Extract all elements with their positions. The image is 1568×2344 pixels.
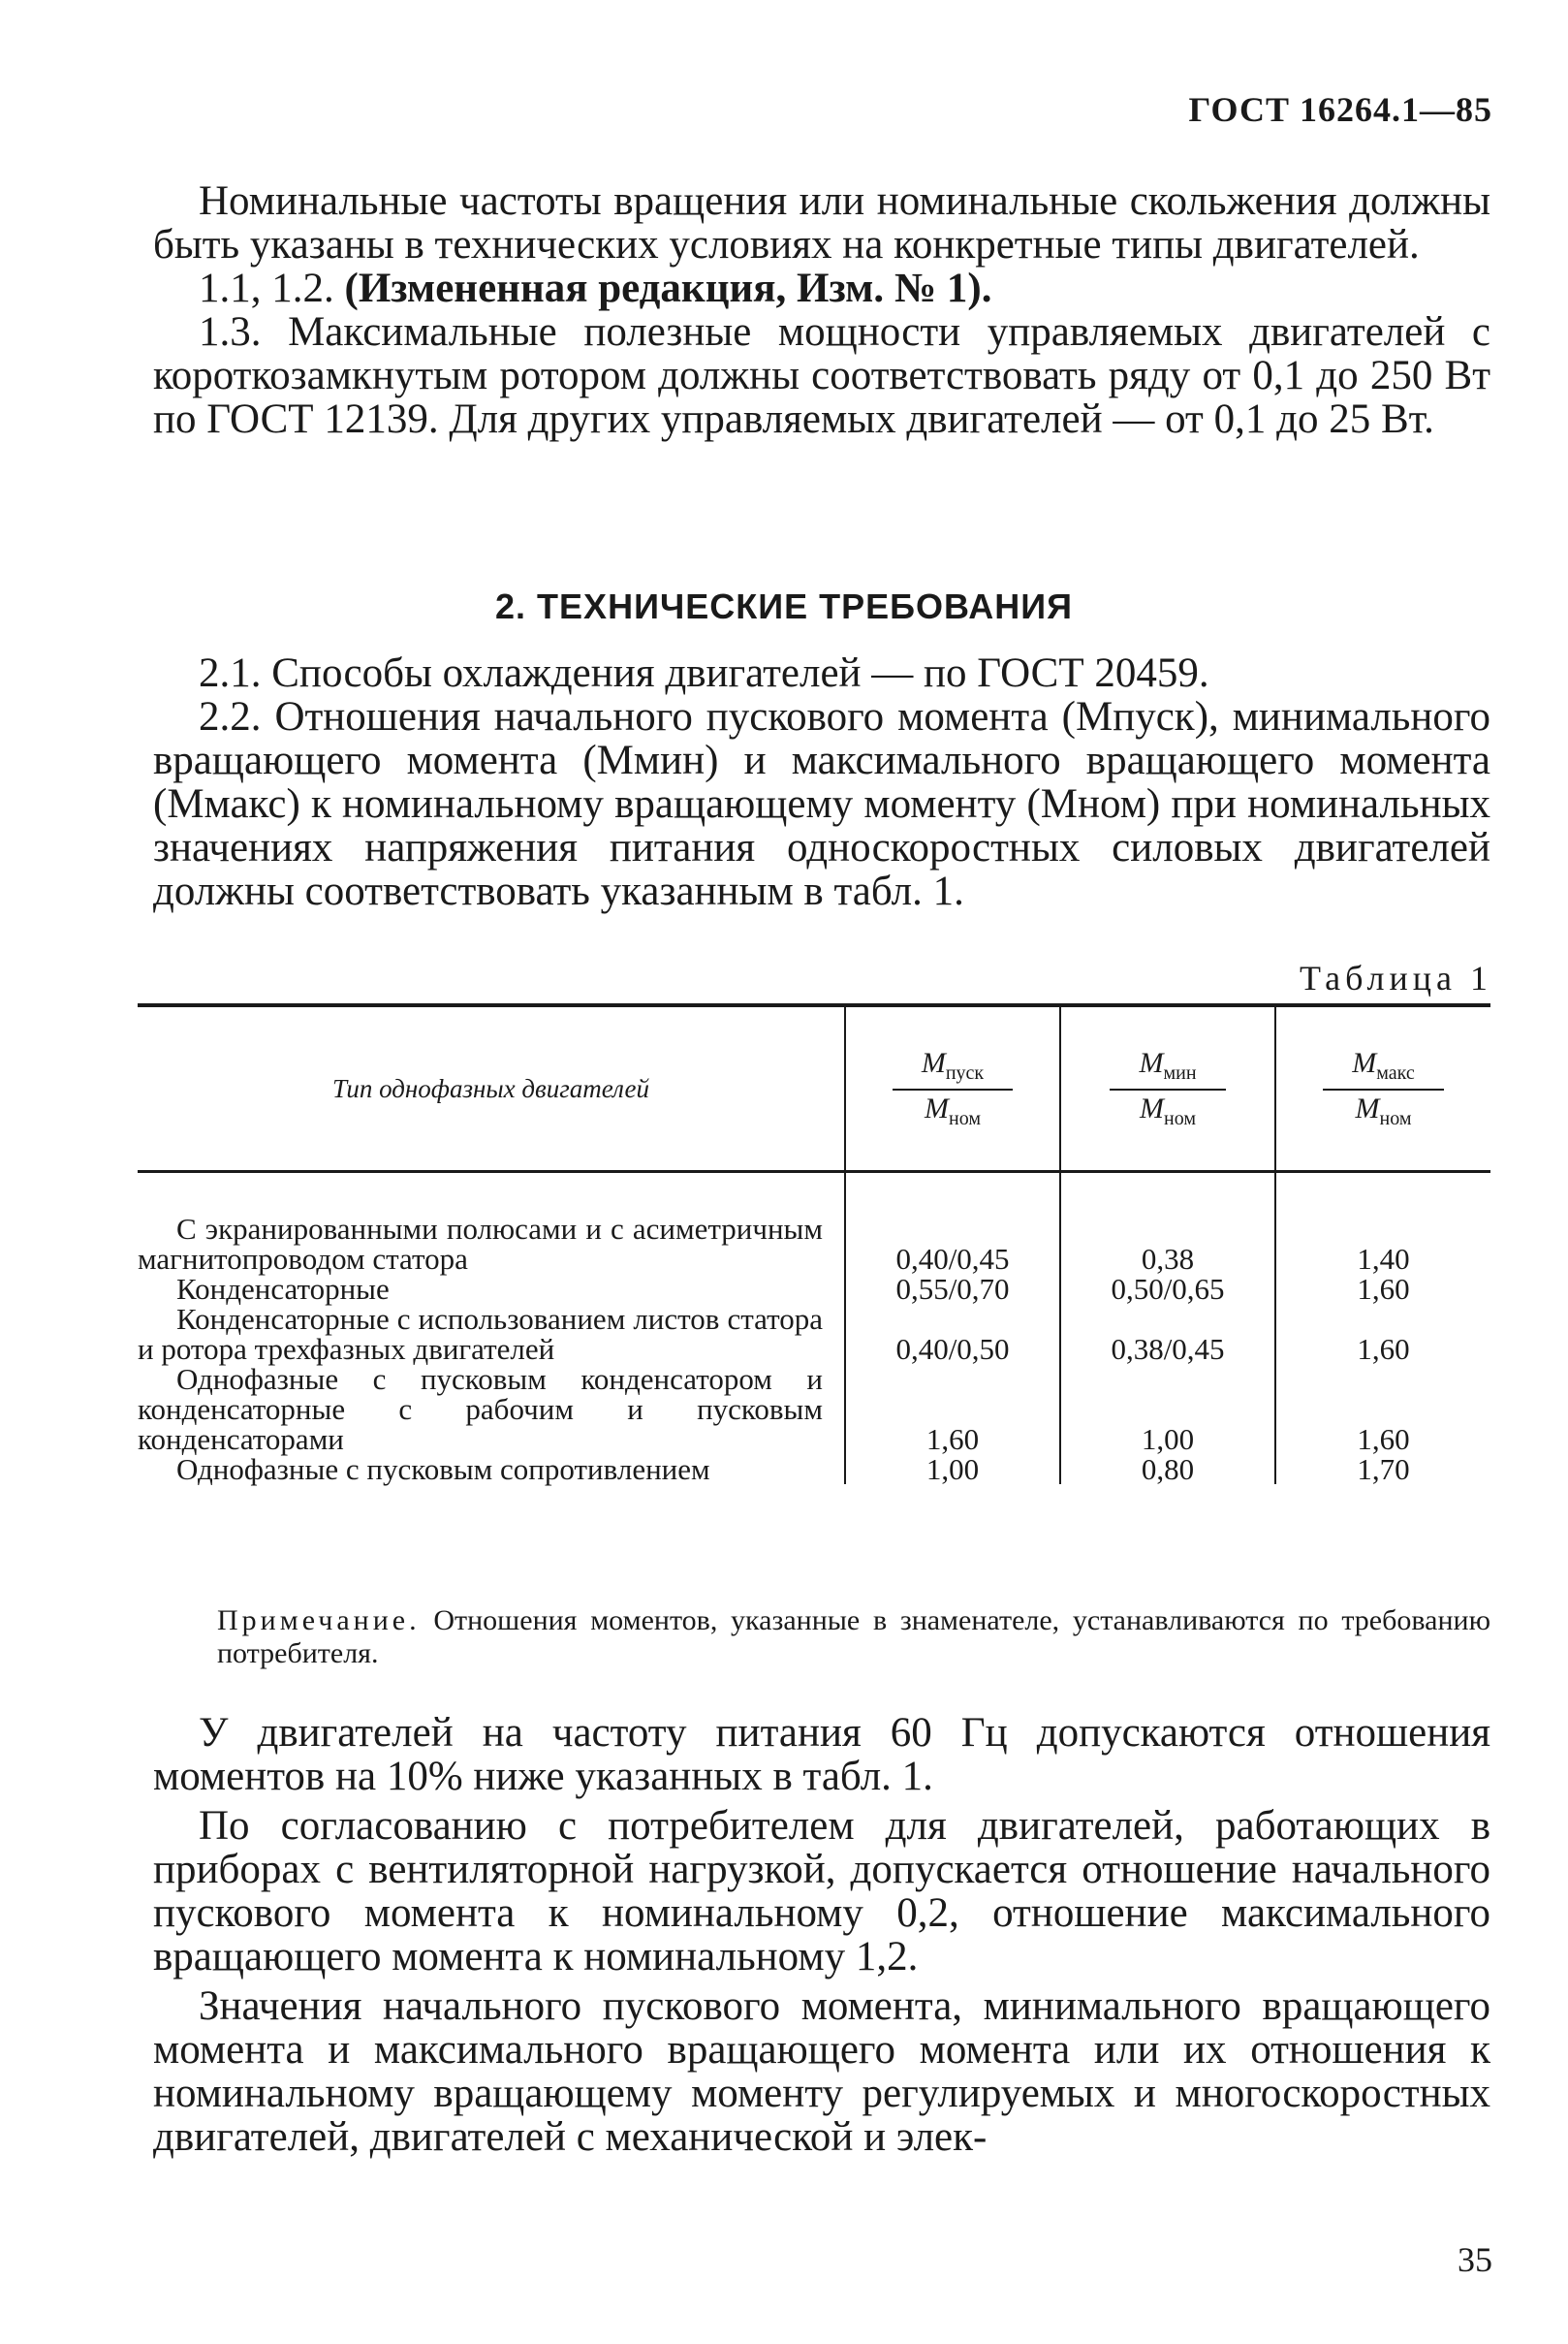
column-header-type: Тип однофазных двигателей [331,1073,650,1103]
row-pusk: 0,55/0,70 [845,1274,1060,1304]
row-type: Однофазные с пусковым сопротивлением [176,1452,710,1486]
row-maks: 1,60 [1275,1304,1490,1364]
row-pusk: 1,00 [845,1454,1060,1484]
paragraph-2-2: 2.2. Отношения начального пускового момента (Mпуск), минимального вращающего момента (Mмин) и максимального вращающего момента (Mмакс) к номинальному вращающему моменту (Mном) при номинальных значениях напряжения питания односкоростных силовых двигателей должны соответствовать указанным в табл. 1. [153,694,1490,914]
table-row [138,1304,1490,1364]
paragraph-2-1: 2.1. Способы охлаждения двигателей — по ГОСТ 20459. [199,650,1209,696]
row-type: Однофазные с пусковым конденсатором и конденсаторные с рабочим и пусковым конденсаторами [138,1362,823,1456]
torque-ratio-table [138,1003,1490,1484]
paragraph-fan-load: По согласованию с потребителем для двигателей, работающих в приборах с вентиляторной нагрузкой, допускается отношение начального пускового момента к номинальному 0,2, отношение максимального вращающего момента к номинальному 1,2. [153,1803,1490,1980]
column-header-maks: $\frac{M_{макс}}{M_{ном}}$ [1275,1005,1490,1172]
table-header-row [138,1005,1490,1172]
document-header: ГОСТ 16264.1—85 [1188,90,1492,129]
amendment-note [153,267,1490,310]
paragraph-rated-speeds: Номинальные частоты вращения или номинальные скольжения должны быть указаны в технических условиях на конкретные типы двигателей. [153,178,1490,268]
row-maks: 1,40 [1275,1172,1490,1275]
table-note [217,1604,1490,1670]
row-pusk: 0,40/0,50 [845,1304,1060,1364]
row-type: С экранированными полюсами и с асиметричным магнитопроводом статора [138,1212,823,1276]
table-row [138,1454,1490,1484]
row-min: 0,50/0,65 [1060,1274,1275,1304]
column-header-pusk: $\frac{M_{пуск}}{M_{ном}}$ [845,1005,1060,1172]
row-maks: 1,60 [1275,1364,1490,1454]
section-title: 2. ТЕХНИЧЕСКИЕ ТРЕБОВАНИЯ [495,586,1073,626]
row-pusk: 1,60 [845,1364,1060,1454]
row-min: 0,80 [1060,1454,1275,1484]
intro-block [153,179,1490,441]
row-type: Конденсаторные [176,1272,390,1306]
paragraph-60hz: У двигателей на частоту питания 60 Гц допускаются отношения моментов на 10% ниже указанных в табл. 1. [153,1710,1490,1799]
row-type: Конденсаторные с использованием листов статора и ротора трехфазных двигателей [138,1302,823,1366]
row-min: 0,38 [1060,1172,1275,1275]
table-row [138,1172,1490,1275]
paragraph-adjustable-motors: Значения начального пускового момента, минимального вращающего момента и максимального вращающего момента или их отношения к номинальному вращающему моменту регулируемых и многоскоростных двигателей, двигателей с механической и элек- [153,1983,1490,2160]
paragraph-1-3: 1.3. Максимальные полезные мощности управляемых двигателей с короткозамкнутым ротором должны соответствовать ряду от 0,1 до 250 Вт по ГОСТ 12139. Для других управляемых двигателей — от 0,1 до 25 Вт. [153,309,1490,442]
row-maks: 1,60 [1275,1274,1490,1304]
table-row [138,1364,1490,1454]
amendment-ref: 1.1, 1.2. [199,266,334,311]
section-2-block [153,651,1490,913]
table-row [138,1274,1490,1304]
row-min: 0,38/0,45 [1060,1304,1275,1364]
column-header-min: $\frac{M_{мин}}{M_{ном}}$ [1060,1005,1275,1172]
table-label: Таблица 1 [1300,959,1492,998]
closing-block [153,1711,1490,2159]
row-pusk: 0,40/0,45 [845,1172,1060,1275]
note-text: Отношения моментов, указанные в знаменателе, устанавливаются по требованию потребителя. [217,1604,1490,1669]
amendment-text: (Измененная редакция, Изм. № 1). [344,266,992,311]
row-min: 1,00 [1060,1364,1275,1454]
note-heading: Примечание. [217,1604,421,1636]
row-maks: 1,70 [1275,1454,1490,1484]
page-number: 35 [1458,2240,1492,2279]
